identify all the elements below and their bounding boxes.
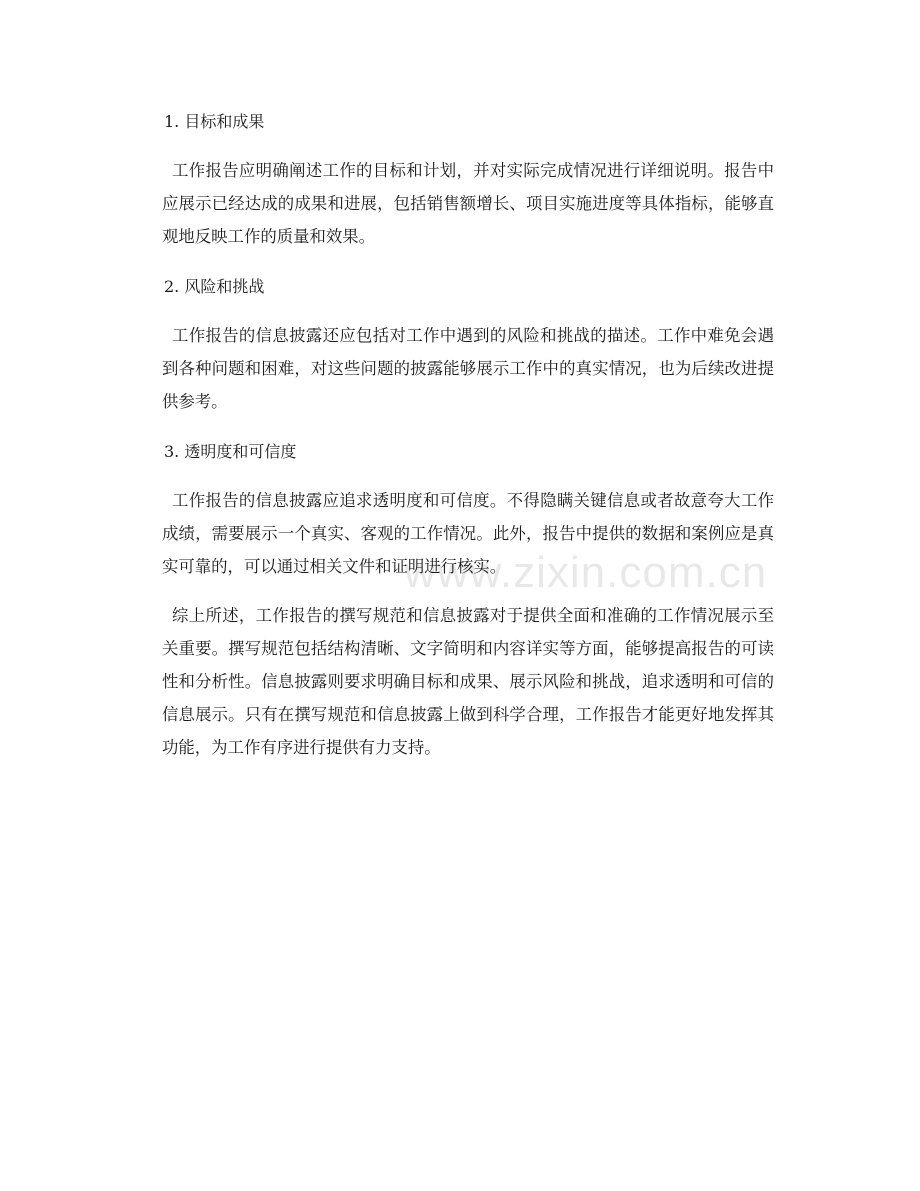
summary-paragraph: 综上所述，工作报告的撰写规范和信息披露对于提供全面和准确的工作情况展示至关重要。撰写规范包括结构清晰、文字简明和内容详实等方面，能够提高报告的可读性和分析性。信息披露则要求明确目标和成果、展示风险和挑战，追求透明和可信的信息展示。只有在撰写规范和信息披露上做到科学合理，工作报告才能更好地发挥其功能，为工作有序进行提供有力支持。	[162, 606, 774, 757]
section-heading-risks: 2. 风险和挑战	[164, 277, 265, 296]
section-paragraph-risks: 工作报告的信息披露还应包括对工作中遇到的风险和挑战的描述。工作中难免会遇到各种问题和困难，对这些问题的披露能够展示工作中的真实情况，也为后续改进提供参考。	[162, 326, 774, 411]
section-heading-goals: 1. 目标和成果	[164, 112, 265, 131]
watermark: www.zixin.com.cn	[404, 548, 768, 597]
section-paragraph-transparency: 工作报告的信息披露应追求透明度和可信度。不得隐瞒关键信息或者故意夸大工作成绩，需要展示一个真实、客观的工作情况。此外，报告中提供的数据和案例应是真实可靠的，可以通过相关文件和证明进行核实。	[162, 491, 774, 576]
document-body	[162, 104, 774, 780]
section-paragraph-goals: 工作报告应明确阐述工作的目标和计划，并对实际完成情况进行详细说明。报告中应展示已经达成的成果和进展，包括销售额增长、项目实施进度等具体指标，能够直观地反映工作的质量和效果。	[162, 161, 774, 246]
section-heading-transparency: 3. 透明度和可信度	[164, 442, 297, 461]
